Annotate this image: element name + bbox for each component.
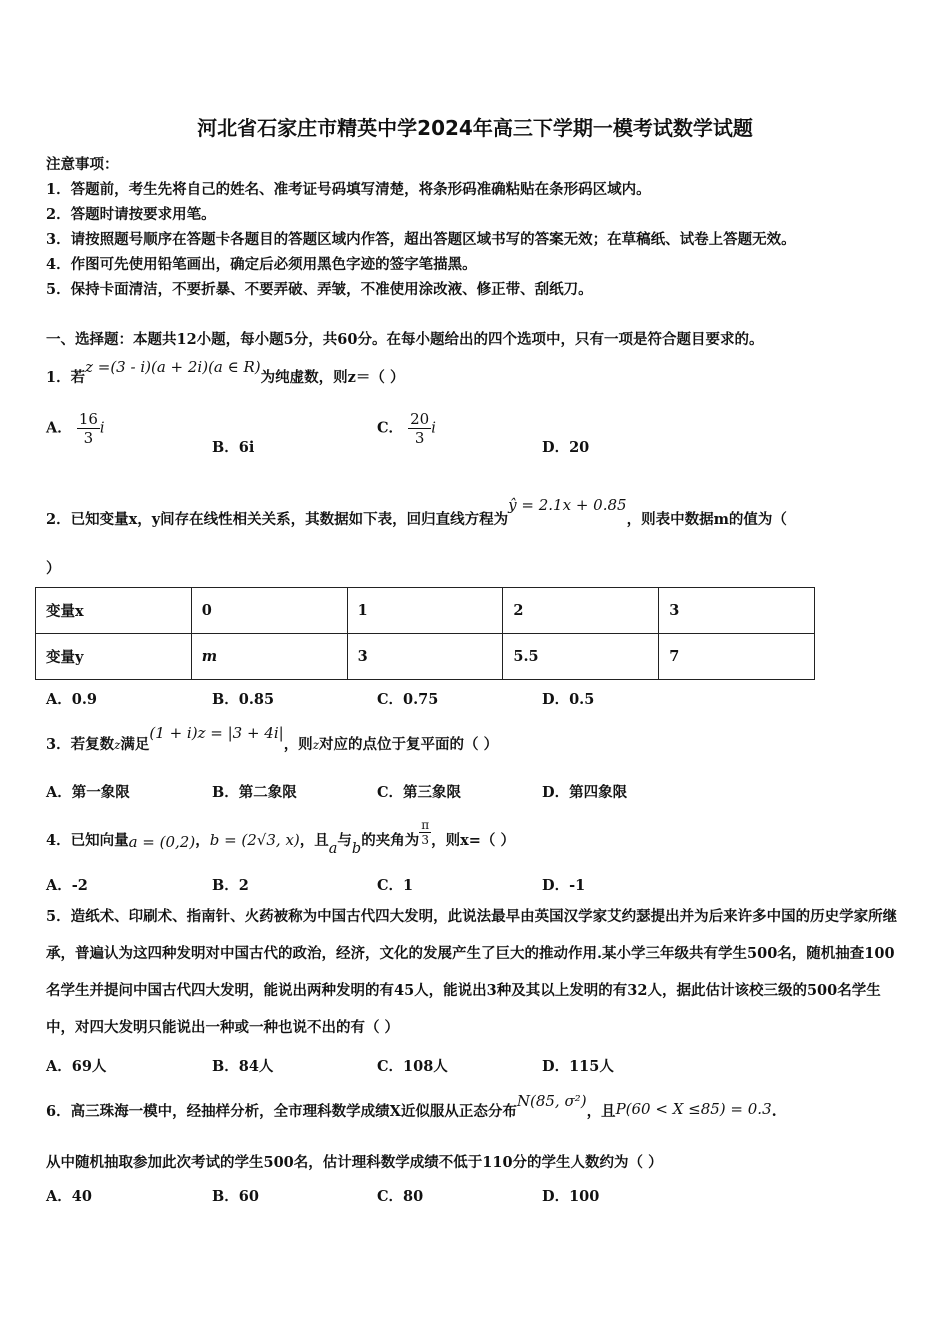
q1-option-d — [542, 436, 589, 457]
q3-suffix: ，则 — [283, 736, 313, 753]
q4-option-d: D．-1 — [542, 877, 586, 894]
notice-item: 2．答题时请按要求用笔。 — [46, 206, 216, 223]
q3-option-b: B．第二象限 — [212, 784, 297, 801]
q3-suffix2: 对应的点位于复平面的（ ） — [319, 736, 499, 753]
notice-item: 3．请按照题号顺序在答题卡各题目的答题区域内作答，超出答题区域书写的答案无效；在草稿纸、试卷上答题无效。 — [46, 231, 796, 248]
q1-prefix: 1．若 — [46, 369, 86, 386]
q2-prefix: 2．已知变量x，y间存在线性相关关系，其数据如下表，回归直线方程为 — [46, 511, 509, 528]
question-4 — [46, 818, 515, 857]
question-2 — [46, 494, 787, 528]
table-cell: 3 — [659, 588, 815, 634]
q2-option-c: C．0.75 — [377, 691, 439, 708]
table-cell: 2 — [503, 588, 659, 634]
q6-line2: 从中随机抽取参加此次考试的学生500名，估计理科数学成绩不低于110分的学生人数约为（ ） — [46, 1154, 663, 1171]
q4-a: a — [328, 840, 338, 857]
q3-z: z — [114, 738, 121, 752]
q4-option-c: C．1 — [377, 877, 414, 894]
q4-option-a: A．-2 — [46, 877, 88, 894]
data-table — [35, 587, 815, 680]
table-row — [36, 588, 815, 634]
option-label: D． — [542, 439, 570, 456]
denominator: 3 — [414, 429, 425, 447]
q5-option-b: B．84人 — [212, 1058, 274, 1075]
question-5: 5．造纸术、印刷术、指南针、火药被称为中国古代四大发明，此说法最早由英国汉学家艾约瑟提出并为后来许多中国的历史学家所继承，普遍认为这四种发明对中国古代的政治，经济，文化的发展产生了巨大的推动作用.某小学三年级共有学生500名，随机抽查100名学生并提问中国古代四大发明，能说出两种发明的有45人，能说出3种及其以上发明的有32人，据此估计该校三级的500名学生中，对四大发明只能说出一种或一种也说不出的有（ ） — [46, 908, 898, 1036]
q4-angle-text: 的夹角为 — [361, 831, 420, 849]
fraction — [77, 410, 100, 447]
q5-option-d: D．115人 — [542, 1058, 614, 1075]
option-label: B． — [212, 439, 239, 456]
q4-and: 与 — [337, 831, 352, 849]
numerator: 20 — [410, 410, 430, 428]
notice-heading: 注意事项： — [46, 156, 119, 173]
fraction — [408, 410, 431, 447]
imag-unit: i — [99, 420, 105, 437]
page-title: 河北省石家庄市精英中学2024年高三下学期一模考试数学试题 — [197, 116, 753, 140]
q2-option-d: D．0.5 — [542, 691, 595, 708]
q5-option-c: C．108人 — [377, 1058, 448, 1075]
q4-prefix: 4．已知向量 — [46, 831, 129, 849]
q5-option-a: A．69人 — [46, 1058, 107, 1075]
imag-unit: i — [431, 420, 436, 437]
q4-a-vector: a = (0,2) — [128, 832, 196, 851]
table-cell: 7 — [659, 634, 815, 680]
table-cell: 变量x — [36, 588, 192, 634]
denominator: 3 — [83, 429, 94, 447]
table-cell: 5.5 — [503, 634, 659, 680]
question-6 — [46, 1090, 777, 1120]
q3-mid: 满足 — [120, 736, 150, 753]
q3-option-c: C．第三象限 — [377, 784, 462, 801]
option-label: A． — [46, 419, 72, 437]
table-cell: 0 — [191, 588, 347, 634]
q4-b: b — [351, 840, 362, 857]
q3-option-d: D．第四象限 — [542, 784, 628, 801]
option-text: 20 — [569, 439, 590, 456]
table-cell: 3 — [347, 634, 503, 680]
q1-option-b — [212, 436, 254, 457]
numerator: 16 — [78, 410, 98, 428]
option-text: 6i — [238, 439, 255, 456]
table-cell: 变量y — [36, 634, 192, 680]
q6-prefix: 6．高三珠海一模中，经抽样分析，全市理科数学成绩X近似服从正态分布 — [46, 1103, 517, 1120]
q6-distribution: N(85, σ²) — [516, 1092, 587, 1110]
q1-formula: z =(3 - i)(a + 2i)(a ∈ R) — [85, 358, 261, 376]
q6-option-d: D．100 — [542, 1188, 600, 1205]
q4-b-vector: b = (2√3, x) — [209, 830, 300, 849]
notice-item: 5．保持卡面清洁，不要折暴、不要弄破、弄皱，不准使用涂改液、修正带、刮纸刀。 — [46, 281, 593, 298]
q1-option-a — [46, 410, 105, 447]
q2-suffix: ，则表中数据m的值为（ — [626, 511, 787, 528]
q4-suffix: ，则x=（ ） — [431, 831, 515, 849]
q6-mid: ，且 — [586, 1103, 616, 1120]
table-row — [36, 634, 815, 680]
table-cell: 1 — [347, 588, 503, 634]
numerator: π — [421, 818, 430, 832]
q6-option-a: A．40 — [46, 1188, 92, 1205]
q2-close-paren: ） — [46, 560, 61, 577]
q4-option-b: B．2 — [212, 877, 249, 894]
q6-option-b: B．60 — [212, 1188, 259, 1205]
q3-formula: (1 + i)z = |3 + 4i| — [149, 724, 284, 742]
angle-fraction — [419, 818, 431, 847]
notice-item: 4．作图可先使用铅笔画出，确定后必须用黑色字迹的签字笔描黑。 — [46, 256, 477, 273]
q2-formula: ŷ = 2.1x + 0.85 — [508, 496, 627, 514]
q3-prefix: 3．若复数 — [46, 736, 115, 753]
question-1 — [46, 356, 405, 386]
q1-option-c — [377, 410, 436, 447]
section-heading: 一、选择题：本题共12小题，每小题5分，共60分。在每小题给出的四个选项中，只有一项是符合题目要求的。 — [46, 331, 764, 348]
q6-probability: P(60 < X ≤85) = 0.3 — [615, 1100, 772, 1118]
notice-item: 1．答题前，考生先将自己的姓名、准考证号码填写清楚，将条形码准确粘贴在条形码区域内。 — [46, 181, 651, 198]
q2-option-b: B．0.85 — [212, 691, 275, 708]
q1-suffix: 为纯虚数，则z＝（ ） — [260, 369, 405, 386]
q4-comma: ， — [195, 831, 210, 849]
q6-end: . — [771, 1103, 777, 1120]
q6-option-c: C．80 — [377, 1188, 424, 1205]
question-3 — [46, 722, 499, 753]
q3-option-a: A．第一象限 — [46, 784, 130, 801]
q2-option-a: A．0.9 — [46, 691, 97, 708]
table-cell: m — [191, 634, 347, 680]
option-label: C． — [377, 419, 404, 437]
denominator: 3 — [421, 833, 429, 847]
q4-mid: ，且 — [299, 831, 329, 849]
q3-z: z — [312, 738, 320, 752]
